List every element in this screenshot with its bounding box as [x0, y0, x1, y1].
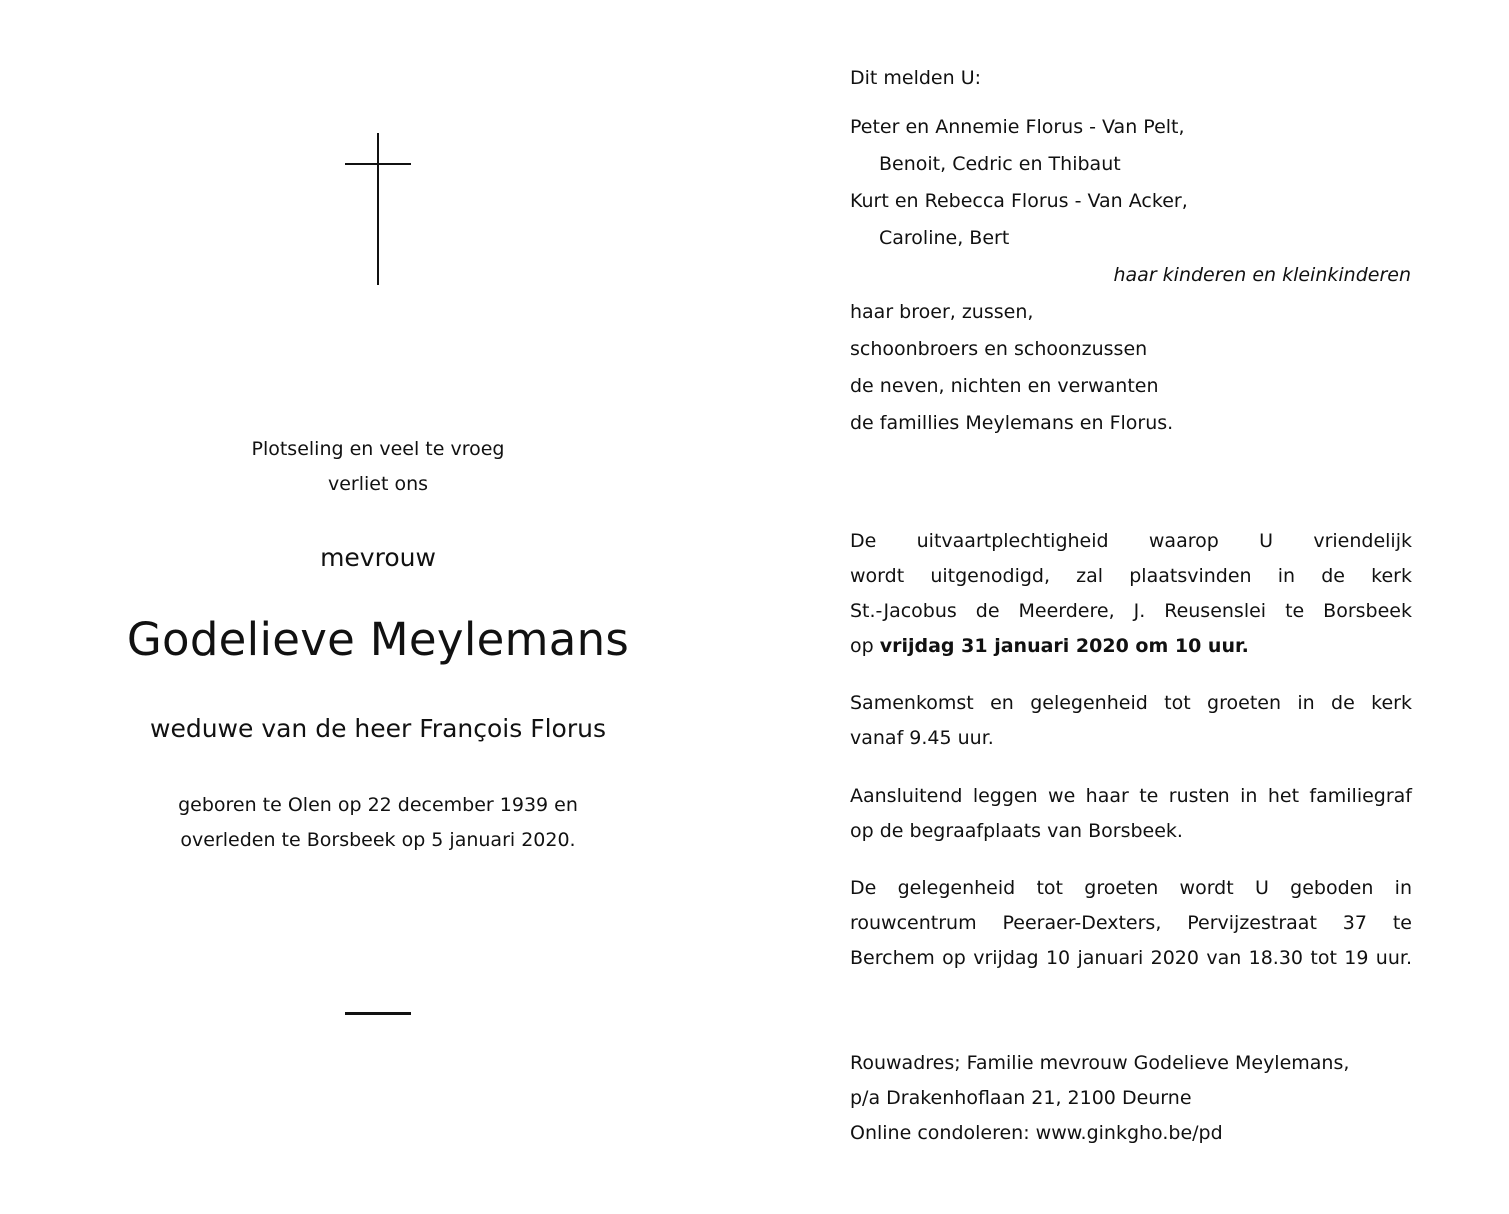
funeral-line: wordt uitgenodigd, zal plaatsvinden in de kerk [850, 565, 1412, 587]
family-line: Caroline, Bert [879, 227, 1010, 249]
visitation-paragraph [850, 871, 1412, 976]
burial-paragraph [850, 779, 1412, 849]
honorific: mevrouw [320, 543, 436, 572]
gathering-paragraph [850, 686, 1412, 756]
funeral-date: vrijdag 31 januari 2020 om 10 uur. [879, 635, 1249, 657]
funeral-date-line [850, 629, 1412, 664]
address-line: Rouwadres; Familie mevrouw Godelieve Meylemans, [850, 1052, 1350, 1074]
gathering-line: Samenkomst en gelegenheid tot groeten in de kerk [850, 692, 1412, 714]
relatives-line: de famillies Meylemans en Florus. [850, 412, 1174, 434]
visitation-line: Berchem op vrijdag 10 januari 2020 van 18.30 tot 19 uur. [850, 947, 1412, 969]
family-line: Benoit, Cedric en Thibaut [879, 153, 1121, 175]
relatives-line: haar broer, zussen, [850, 301, 1034, 323]
family-line: Kurt en Rebecca Florus - Van Acker, [850, 190, 1188, 212]
funeral-line: De uitvaartplechtigheid waarop U vriendelijk [850, 530, 1412, 552]
death-line: overleden te Borsbeek op 5 januari 2020. [180, 829, 576, 851]
gathering-line: vanaf 9.45 uur. [850, 727, 994, 749]
relatives-line: de neven, nichten en verwanten [850, 375, 1159, 397]
funeral-paragraph [850, 524, 1412, 664]
spouse-line: weduwe van de heer François Florus [150, 714, 606, 743]
relatives-line: schoonbroers en schoonzussen [850, 338, 1148, 360]
intro-line-1: Plotseling en veel te vroeg [251, 438, 505, 460]
relation-caption: haar kinderen en kleinkinderen [1113, 264, 1411, 286]
burial-line: op de begraafplaats van Borsbeek. [850, 820, 1183, 842]
funeral-date-prefix: op [850, 635, 874, 657]
intro-line-2: verliet ons [327, 473, 429, 495]
family-line: Peter en Annemie Florus - Van Pelt, [850, 116, 1185, 138]
announce-line: Dit melden U: [850, 67, 982, 89]
cross-vertical-bar [377, 133, 379, 285]
visitation-line: rouwcentrum Peeraer-Dexters, Pervijzestraat 37 te [850, 912, 1412, 934]
address-line: p/a Drakenhoflaan 21, 2100 Deurne [850, 1087, 1192, 1109]
funeral-line: St.-Jacobus de Meerdere, J. Reusenslei te Borsbeek [850, 600, 1412, 622]
closing-dash [345, 1012, 411, 1015]
birth-line: geboren te Olen op 22 december 1939 en [178, 794, 578, 816]
condolence-link[interactable]: Online condoleren: www.ginkgho.be/pd [850, 1122, 1223, 1144]
deceased-name: Godelieve Meylemans [126, 613, 630, 666]
cross-horizontal-bar [345, 163, 411, 165]
burial-line: Aansluitend leggen we haar te rusten in het familiegraf [850, 785, 1412, 807]
visitation-line: De gelegenheid tot groeten wordt U geboden in [850, 877, 1412, 899]
